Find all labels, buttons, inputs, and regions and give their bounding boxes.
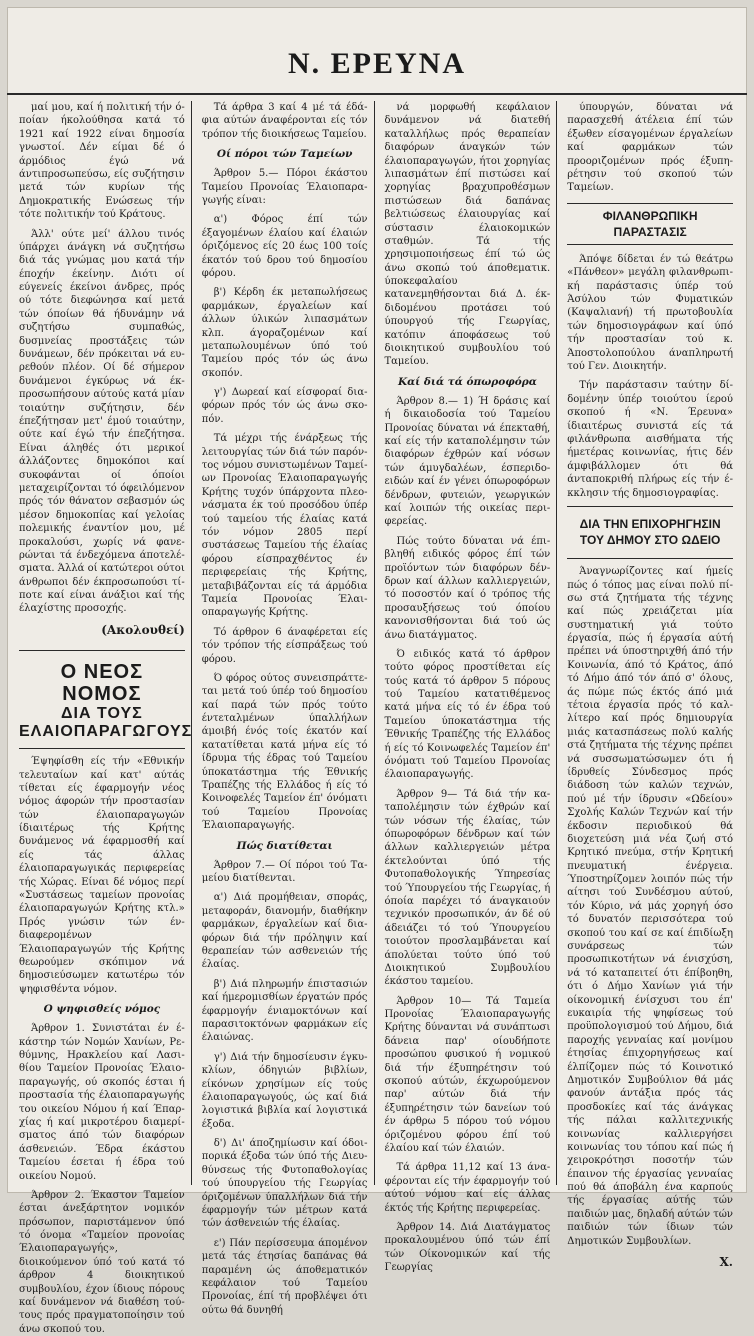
divider [19, 650, 185, 651]
paragraph: Τά μέχρι τής ένάρξεως τής λειτουργίας τών διά τών παρόντος νόμου συνιστωμένων Ταμείων Προνοίας Έλαιοπαραγωγής Κρήτης τυχόν ύπάρχοντα πλεονάσματα έκ τού προσόδου ύπέρ τού ταμείου τής έλαίας κατά τόν νόμον 2805 περί συστάσεως Ταμείου τής έλαίας φόρου είσπραχθέντος έν περιφερείαις τής Κρήτης, μεταβιβάζονται είς τά άρμόδια Ταμεία Προνοίας Έλαιοπαραγωγής Κρήτης. [201, 433, 368, 619]
paragraph: Άρθρον 5.— Πόροι έκάστου Ταμείου Προνοίας Έλαιοπαραγωγής είναι: [201, 168, 368, 207]
paragraph: Άρθρον 10— Τά Ταμεία Προνοίας Έλαιοπαραγωγής Κρήτης δύνανται νά συνάπτωσι δάνεια παρ' οίουδήποτε προσώπου φυσικού ή νομικού διά τήν έξυπηρέτησιν τού σκοπού αύτών, έκχωρούμενον παρ' αύτών διά τήν έξυπηρέτησιν τών δανείων τού έν άρθρω 5 πόρου τού νόμου όριζομένου φόρου έπί τού έλαίου καί τών έλαιών. [384, 995, 551, 1154]
subheading: Πώς διατίθεται [236, 839, 333, 852]
paragraph: μαί μου, καί ή πολιτική τήν όποίαν ήκολούθησα κατά τό 1921 καί 1922 είναι δημοσία γνωστοί. Δέν είμαι δέ ό άρμόδιος έγώ νά άντιπροσωπεύσω, είς συζήτησιν μετά τών κυρίων τής Δημοκρατικής Ενώσεως τήν τότε πολιτικήν τού Κράτους. [19, 102, 185, 221]
headline-line-1: ΔΙΑ ΤΗΝ ΕΠΙΧΟΡΗΓΗΣΙΝ [579, 516, 721, 531]
paragraph: Άρθρον 14. Διά Διατάγματος προκαλουμένου ύπό τών έπί τών Οίκονομικών καί τής Γεωργίας [384, 1221, 551, 1274]
paragraph: ύπουργών, δύναται νά παρασχεθή άτέλεια έπί τών έξωθεν είσαγομένων έργαλείων καί φαρμάκων τών προοριζομένων πρός έξυπηρέτησιν τού σκοπού τών Ταμείων. [567, 102, 733, 194]
paragraph: Άλλ' ούτε μεί' άλλου τινός ύπάρχει άνάγκη νά συζητήσω διά τάς γνώμας μου κατά τήν έποχήν έκείνην. Διότι οί εύγενείς έκείνοι άνδρες, πρός ού τότε διεφώνησα καί μετά τών όποίων θά ήδυνάμην νά συζητήσω συμπαθώς, δυσμνείας προστάξεις τών δυνάμεων, δέν πρόκειται νά ευρεθούν πλέον. Οί δέ σήμερον δυνάμενοι έγκύρως νά έκπροσωπήσουν αύτούς κατά μίαν τοιαύτην συζήτησιν, δέν έπεζήτησαν μετ' έμού τοιαύτην, ούτε καί έγώ τήν έπεζήτησα. Είναι άληθές ότι μερικοί άλλάζοντες δημοκόποι καί συκοφάνται οί όποίοι μεταχειρίζονται τό όφειλόμενον πρός τόν θάνατον σεβασμόν ώς μέσον δημοκοπίας καί γελοίας πολεμικής έναντίον μου, μέ προκαλούσι, χωρίς νά φανερώνται τά ένδεχόμενα άποτελέσματα. Άλλά οί κατώτεροι ούτοι άνθρωποι δέν έκπροσωπούσι τίποτε καί είναι άνάξιοι καί τής έλαχίστης προσοχής. [19, 228, 185, 615]
column-3 [381, 101, 558, 1274]
headline-line-2: ΔΙΑ ΤΟΥΣ ΕΛΑΙΟΠΑΡΑΓΩΓΟΥΣ [19, 704, 193, 740]
paragraph: νά μορφωθή κεφάλαιον δυνάμενον νά διατεθή καταλλήλως πρός θεραπείαν διαφόρων άναγκών τών έλαιοπαραγωγών, ήτοι χορηγίας λιπασμάτων έπί πιστώσει καί χορηγίας βραχυπροθέσμων πιστώσεων διά δαπάνας βελτιώσεως έλαιουργίας καί σύστασιν έλαιοκομικών σταθμών. Τά τής χρησιμοποιήσεως έπί τώ ώς άνω σκοπώ τού άποθεματικ. ύποκεφαλαίου κατανεμηθήσονται διά Δ. έκδιδομένου προτάσει τού ύπουργού τής Γεωργίας, κατόπιν άποφάσεως τού διοικητικού συμβουλίου τού Ταμείου. [384, 102, 551, 368]
paragraph: δ') Δι' άποζημίωσιν καί όδοιπορικά έξοδα τών ύπό τής Διευθύνσεως τής Φυτοπαθολογίας τού ύπουργείου τής Γεωργίας όριζομένων ύπαλλήλων διά τήν έφαρμογήν τών μέτρων κατά τών άσθενειών τής έλαίας. [201, 1138, 368, 1230]
article-columns [15, 101, 739, 1335]
paragraph: Τά άρθρα 11,12 καί 13 άναφέρονται είς τήν έφαρμογήν τού αύτού νόμου καί είς άλλας έκτός τής Κρήτης περιφερείας. [384, 1162, 551, 1214]
subheading: Οί πόροι τών Ταμείων [216, 148, 353, 161]
author-signoff: Χ. [719, 1255, 733, 1270]
headline-charity-performance: ΦΙΛΑΝΘΡΩΠΙΚΗ ΠΑΡΑΣΤΑΣΙΣ [567, 203, 733, 245]
subheading: Ο ψηφισθείς νόμος [43, 1003, 161, 1016]
paragraph: Άπόψε δίδεται έν τώ θεάτρω «Πάνθεον» μεγάλη φιλανθρωπική παράστασις ύπέρ τού Άσύλου τών Φυματικών (Καψαλιανή) τή πρωτοβουλία τών δημοσιογράφων καί ύπό τήν προστασίαν τού κ. Άποστολοπούλου άναπληρωτή τού Γεν. Διοικητήν. [567, 253, 733, 373]
divider [567, 558, 733, 559]
continued-note: (Ακολουθεί) [101, 622, 185, 637]
column-2 [198, 101, 375, 1316]
paragraph: Ό φόρος ούτος συνεισπράττεται μετά τού ύπέρ τού δημοσίου καί παρά τών πρός τούτο έντεταλμένων ύπαλλήλων άμοιβή ένός τοίς έκατόν καί κατατίθεται κατά μήνα είς τό ίδρυμα τής έδρας τού Ταμείου ύποκατάστημα τής Έθνικής Τραπέζης τής Ελλάδος ή είς τό Κοινοφελές Ταμείον έπ' όνόματι τού Ταμείου Προνοίας Έλαιοπαραγωγής. [201, 672, 368, 832]
paragraph: Τά άρθρα 3 καί 4 μέ τά έδάφια αύτών άναφέρονται είς τόν τρόπον τής διοικήσεως Ταμείου. [201, 102, 368, 140]
paragraph: α') Διά προμήθειαν, σποράς, μεταφοράν, διανομήν, διαθήκην φαρμάκων, έργαλείων καί διαφόρων διά τήν πρόληψιν καί θεραπείαν τών ασθενειών τής έλαίας. [201, 892, 368, 971]
paragraph: Άρθρον 7.— Οί πόροι τού Ταμείου διατίθενται. [201, 859, 368, 885]
paragraph: Άρθρον 1. Συνιστάται έν έκάστηρ τών Νομών Χανίων, Ρεθύμνης, Ηρακλείου καί Λασιθίου Ταμείον Προνοίας Έλαιοπαραγωγής, ού σκοπός έσται ή προστασία τής έλαιοπαραγωγής του οικείου Νόμου ή καί Έπαρχίας ή καί μικροτέρου διαμερίσματος άπό τών διαφόρων άσθενειών. Έδρα έκάστου Ταμείου έσεται ή έδρα τού οικείου Νομού. [19, 1023, 185, 1182]
subheading: Καί διά τά όπωροφόρα [397, 375, 537, 388]
paragraph: Άναγνωρίζοντες καί ήμείς πώς ό τόπος μας είναι πολύ πίσω στά ζητήματα τής τέχνης καί πώς χρειάζεται μία συστηματική γιά τούτο έργασία, πώς ή έργασία αύτή πρέπει νά ύποστηριχθή άπό τήν Κοινωνία, άπό τό Κράτος, άπό τό Δήμο άπό τόν άπό σ' όλους, άς πώμε πώς έκτός άπό μιά τέτοια έργασία πρός τό καλλίτερο καί πρός δημιουργία μιάς κατασπάσεως πολύ καλής στά ζητήματα τής τέχνης πρέπει νά συσσωματώσωμεν ότι ή ίδρυθείς Σύνδεσμος πρός διάδοση τών καλών τεχνών, πού μέ τήν ίδρυσιν «Ωδείου» Σχολής Καλών Τεχνών καί τήν έκδοσιν περιοδικού θά διοχετεύση μιά νέα ζωή στό Κρητικό πνεύμα, στήν Κρητική πνευματική ένέργεια. Ύποστηρίζομεν λοιπόν πώς τήν αίτησι τού Συνδέσμου αύτού, τόν Κύριο, νά μάς χορηγή όσο τό δυνατόν περισσότερα τού σκοπού του καί σε καί έπιδίωξη συνάρσεως τών προσωπικοτήτων νά ένισχύση, νά τό καταπειτεί ότι έπίβοηθη, ότι ό Δήμο Χανίων γιά τήν οίκονομική ένίσχυσι του έπ' ευκαιρία τής ψηφίσεως τού προϋπολογισμού τού Δήμου, διά παροχής γενναίας καί μονίμου έτησίας έπιχορηγήσεως καί έλπίζομεν πώς τό Κοινοτικό Δημοτικόν Συμβούλιον θά μάς φανούν άντάξια πρός τάς προσδοκίες καί τάς άνάγκας τής πάλαι καλλιτεχνικής κοινωνίας καλλιεργήσει κοινωνίας του τόπου καί πώς ή χειροκρότησι ποσοτήν τών έπαινον τής έργασίας γενναίας πού θά άποβάλη ένα καρπούς τής έργασίας αύτής τών παιδιών μας, δηλαδή αύτών τών παιδιών τών ίδιων τών Δημοτικών Συμβουλίων. [567, 566, 733, 1247]
paragraph: β') Κέρδη έκ μεταπωλήσεως φαρμάκων, έργαλείων καί άλλων ύλικών λιπασμάτων κλπ. άγοραζομένων καί μεταπωλουμένων ύπό τού Ταμείου πρός τόν ώς άνω σκοπόν. [201, 287, 368, 379]
paragraph: ε') Πάν περίσσευμα άπομένον μετά τάς έτησίας δαπάνας θά παραμένη ώς άποθεματικόν κεφάλαιον τού Ταμείου Προνοίας, έπί τή προβλέψει ότι ούτω θά δυνηθή [201, 1237, 368, 1316]
headline-line-1: Ο ΝΕΟΣ ΝΟΜΟΣ [60, 660, 144, 705]
column-4 [563, 101, 739, 1270]
paragraph: γ') Διά τήν δημοσίευσιν έγκυκλίων, όδηγιών βιβλίων, είκόνων χρησίμων είς τούς έλαιοπαραγωγούς, ώς καί διά λογιστικά βιβλία καί λογιστικά έξοδα. [201, 1051, 368, 1130]
page-header [7, 7, 747, 95]
paragraph: Άρθρον 2. Έκαστον Ταμείον έσται άνεξάρτητον νομικόν πρόσωπον, παριστάμενον ύπό τό όνομα «Ταμείον προνοίας Έλαιοπαραγωγής», διοικούμενον ύπό τού κατά τό άρθρον 4 διοικητικού συμβουλίου, έχον ίδιους πόρους καί δυνάμενον νά διαθέση τούτους πρός πραγματοποίησιν τού άνω σκοπού του. [19, 1189, 185, 1335]
divider [567, 506, 733, 507]
headline-line-2: ΤΟΥ ΔΗΜΟΥ ΣΤΟ ΩΔΕΙΟ [579, 532, 721, 547]
masthead-title: Ν. ΕΡΕΥΝΑ [287, 47, 466, 80]
paragraph: β') Διά πληρωμήν έπιστασιών καί ήμερομισθίων έργατών πρός έφαρμογήν ένιαμοκτόνων καί παρασιτοκτόνων φαρμάκων είς έλαιώνας. [201, 978, 368, 1044]
paragraph: α') Φόρος έπί τών έξαγομένων έλαίου καί έλαιών όριζόμενος είς 20 έως 100 τοίς έκατόν τού δρου τού δημοσίου φόρου. [201, 214, 368, 279]
newspaper-page [7, 7, 747, 1335]
column-1 [15, 101, 193, 1335]
paragraph: Έψηφίσθη είς τήν «Εθνικήν τελευταίων καί κατ' αύτάς τίθεται είς έφαρμογήν νέος νόμος άφορών τήν προστασίαν τών έλαιοπαραγωγών ίδιαιτέρως τής Κρήτης δυνάμενος νά έφαρμοσθή καί είς τάς άλλας έλαιοπαραγωγικάς περιφερείας τής Χώρας. Είναι δέ νόμος περί «Συστάσεως ταμείων προνοίας έλαιοπαραγωγών Κρήτης κτλ.» Πρός γνώσιν τών ένδιαφερομένων Έλαιοπαραγωγών τής Κρήτης θεωρούμεν σκόπιμον νά δημοσιεύσωμεν κατωτέρω τόν ψηφισθέντα νόμον. [19, 756, 185, 995]
paragraph: Ό ειδικός κατά τό άρθρον τούτο φόρος προστίθεται είς τούς κατά τό άρθρον 5 πόρους τού Ταμείου κατατιθέμενος κατά μήνα είς τό έν έδρα τού Ταμείου ύποκατάστημα τής Έθνικής Τραπέζης τής Ελλάδος ή είς τό Κοινωφελές Ταμείον έπ' όνόματι τού Ταμείου Προνοίας έλαιοπαραγωγής. [384, 648, 551, 781]
paragraph: γ') Δωρεαί καί είσφοραί διαφόρων πρός τόν ώς άνω σκοπόν. [201, 387, 368, 425]
headline-new-law [19, 660, 193, 740]
divider [19, 748, 185, 749]
paragraph: Πώς τούτο δύναται νά έπιβληθή ειδικός φόρος έπί τών προϊόντων τών διαφόρων δένδρων καί άλλων καλλιεργειών, τό ποσοστόν καί ό τρόπος τής προσαυξήσεως τού όποίου κανονισθήσονται διά τού ώς άνω διατάγματος. [384, 535, 551, 641]
paragraph: Τήν παράστασιν ταύτην δίδομένην ύπέρ τοιούτου ίερού σκοπού ή «Ν. Έρευνα» ίδιαιτέρως συνιστά είς τά φιλάνθρωπα αισθήματα τής ήμετέρας κοινωνίας, ήτις δέν άμφιβάλλομεν ότι θά άνταποκριθή πλήρως είς τήν έκκλησιν τής δημοσιογραφίας. [567, 380, 733, 499]
paragraph: Τό άρθρον 6 άναφέρεται είς τόν τρόπον τής είσπράξεως τού φόρου. [201, 626, 368, 665]
paragraph: Άρθρον 8.— 1) Ή δράσις καί ή δικαιοδοσία τού Ταμείου Προνοίας δύναται νά έπεκταθή, καί είς τήν καταπολέμησιν τών διαφόρων έχθρών καί νόσων τών άμυγδαλέων, έσπεριδοειδών καί έν γένει όπωροφόρων δένδρων, φυτειών, γεωργικών καί λοιπών τής οικείας περιφερείας. [384, 395, 551, 528]
headline-conservatory-grant [567, 517, 733, 548]
paragraph: Άρθρον 9— Τά διά τήν καταπολέμησιν τών έχθρών καί τών νόσων τής έλαίας, τών όπωροφόρων δένδρων καί τών άλλων καλλιεργειών μέτρα έκτελούνται ύπό τής Φυτοπαθολογικής Ύπηρεσίας τού Ύπουργείου τής Γεωργίας, ή όποία παρέχει τό άναγκαιούν τεχνικόν προσωπικόν, άν δέ ού άδειάζει τό τού Ύπουργείου τοιούτον προσλαμβάνεται καί άπολύεται τούτο ύπό τού Διοικητικού Συμβουλίου έκάστου ταμείου. [384, 788, 551, 988]
